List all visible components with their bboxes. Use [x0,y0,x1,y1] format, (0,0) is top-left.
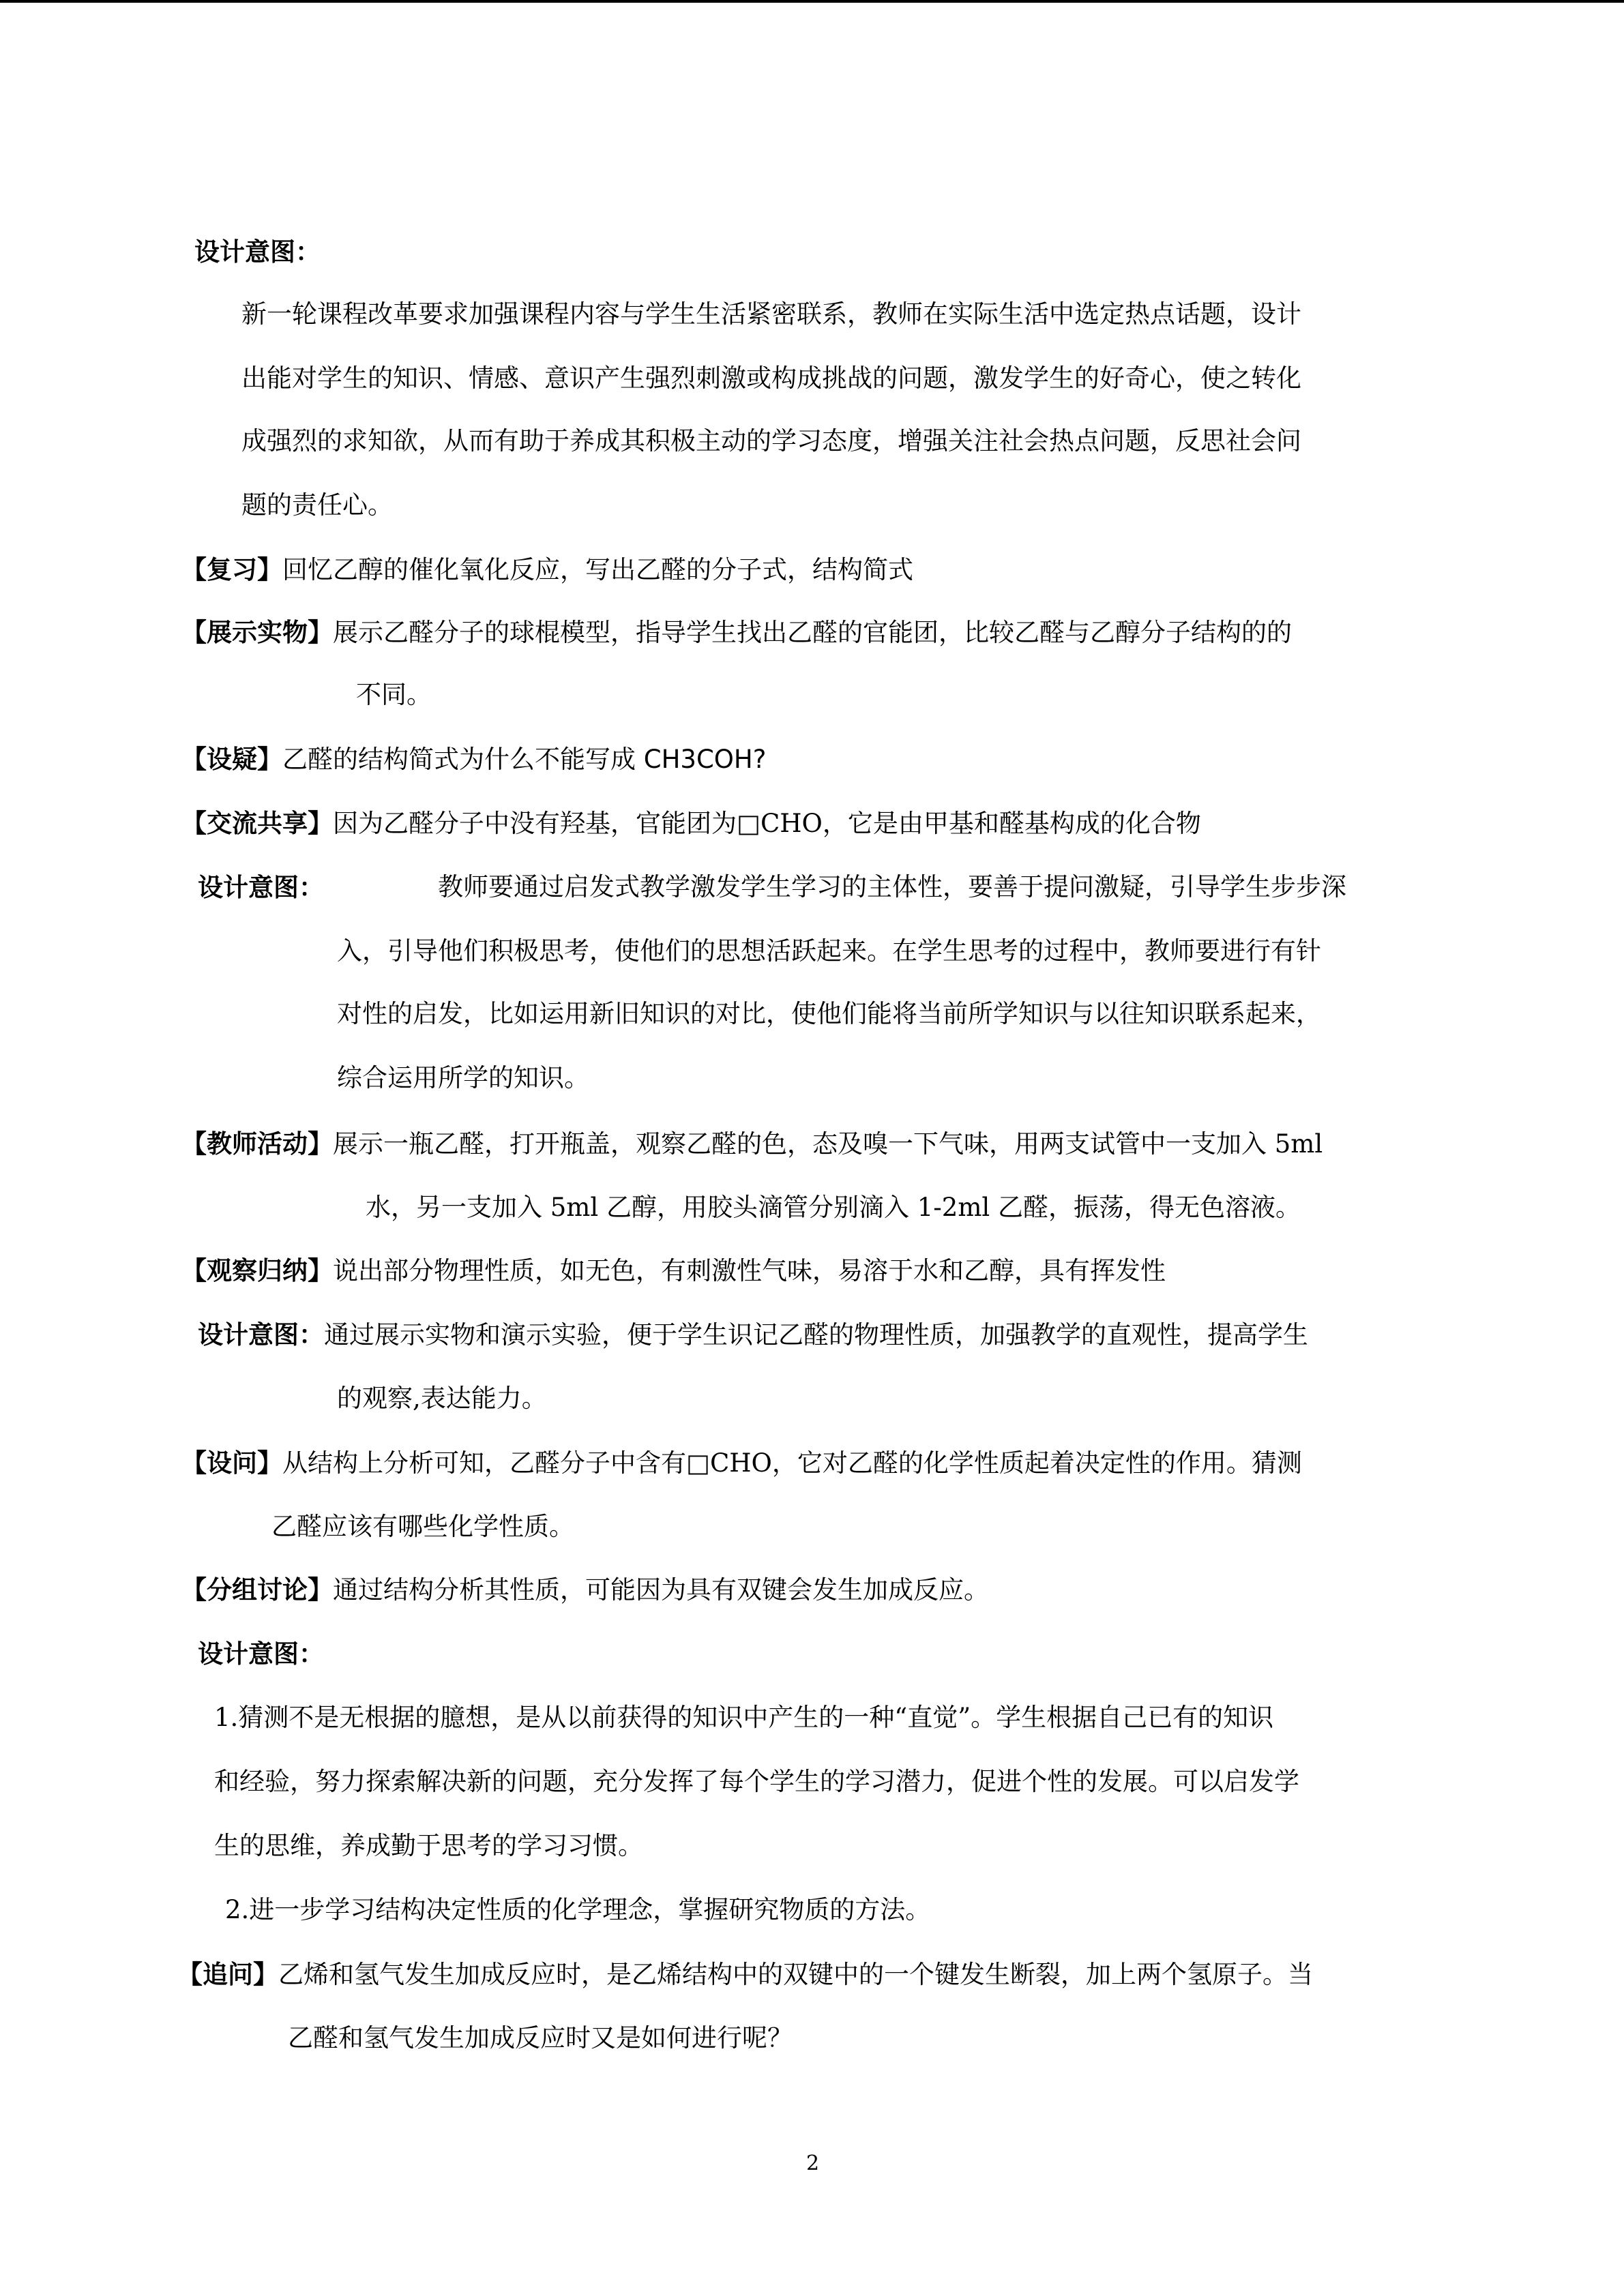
show-object-tag: 【展示实物】 [181,617,333,647]
group-discussion-tag: 【分组讨论】 [181,1575,333,1605]
design-intent-line: 出能对学生的知识、情感、意识产生强烈刺激或构成挑战的问题，激发学生的好奇心，使之转化 [241,363,1301,393]
question-set-paragraph [181,742,766,777]
design-intent-line: 教师要通过启发式教学激发学生学习的主体性，要善于提问激疑，引导学生步步深 [438,872,1346,901]
design-intent-item: 2.进一步学习结构决定性质的化学理念，掌握研究物质的方法。 [225,1895,931,1924]
design-intent-heading: 设计意图： [198,1639,324,1669]
question-set-tag: 【设疑】 [181,744,282,774]
follow-up-paragraph [177,1957,1313,1992]
design-intent-line: 成强烈的求知欲，从而有助于养成其积极主动的学习态度，增强关注社会热点问题，反思社会问 [241,426,1301,456]
design-intent-line: 入，引导他们积极思考，使他们的思想活跃起来。在学生思考的过程中，教师要进行有针 [337,936,1321,966]
question-set-text: 乙醛的结构简式为什么不能写成 [282,745,644,774]
follow-up-tag: 【追问】 [177,1959,278,1989]
teacher-activity-tag: 【教师活动】 [181,1129,333,1159]
show-object-paragraph [181,615,1292,650]
group-discussion-text: 通过结构分析其性质，可能因为具有双键会发生加成反应。 [333,1575,989,1605]
design-intent-line: 对性的启发，比如运用新旧知识的对比，使他们能将当前所学知识与以往知识联系起来， [337,999,1321,1028]
exchange-tag: 【交流共享】 [181,808,333,838]
design-intent-item: 和经验，努力探索解决新的问题，充分发挥了每个学生的学习潜力，促进个性的发展。可以启发学 [214,1767,1299,1796]
teacher-activity-paragraph [181,1127,1323,1161]
design-intent-text: 通过展示实物和演示实验，便于学生识记乙醛的物理性质，加强教学的直观性，提高学生 [324,1320,1308,1350]
design-intent-paragraph [198,1317,1308,1352]
observe-summary-tag: 【观察归纳】 [181,1255,333,1285]
exchange-text: 因为乙醛分子中没有羟基，官能团为□CHO，它是由甲基和醛基构成的化合物 [333,809,1201,838]
design-intent-item: 生的思维，养成勤于思考的学习习惯。 [214,1831,643,1860]
top-border-line [0,0,1624,3]
design-intent-line: 综合运用所学的知识。 [337,1063,589,1092]
question-ask-paragraph [181,1446,1302,1480]
design-intent-line: 新一轮课程改革要求加强课程内容与学生生活紧密联系，教师在实际生活中选定热点话题，设计 [241,299,1301,329]
design-intent-heading: 设计意图： [198,872,324,902]
question-set-formula: CH3COH? [643,745,767,774]
teacher-activity-continuation: 水，另一支加入 5ml 乙醇，用胶头滴管分别滴入 1-2ml 乙醛，振荡，得无色溶液。 [366,1193,1301,1222]
design-intent-heading: 设计意图： [194,237,321,267]
question-ask-continuation: 乙醛应该有哪些化学性质。 [271,1512,574,1541]
observe-summary-paragraph [181,1253,1166,1288]
show-object-text: 展示乙醛分子的球棍模型，指导学生找出乙醛的官能团，比较乙醛与乙醇分子结构的的 [333,618,1292,647]
group-discussion-paragraph [181,1572,989,1607]
design-intent-line: 题的责任心。 [241,490,393,520]
review-tag: 【复习】 [181,554,282,584]
show-object-continuation: 不同。 [356,680,432,709]
observe-summary-text: 说出部分物理性质，如无色，有刺激性气味，易溶于水和乙醇，具有挥发性 [333,1256,1166,1285]
question-ask-tag: 【设问】 [181,1448,282,1478]
teacher-activity-text: 展示一瓶乙醛，打开瓶盖，观察乙醛的色，态及嗅一下气味，用两支试管中一支加入 5ml [333,1129,1323,1159]
question-ask-text: 从结构上分析可知，乙醛分子中含有□CHO，它对乙醛的化学性质起着决定性的作用。猜测 [282,1448,1302,1478]
follow-up-continuation: 乙醛和氢气发生加成反应时又是如何进行呢？ [288,2023,793,2053]
page-number: 2 [806,2151,820,2175]
design-intent-heading: 设计意图： [198,1320,324,1350]
follow-up-text: 乙烯和氢气发生加成反应时，是乙烯结构中的双键中的一个键发生断裂，加上两个氢原子。当 [278,1960,1313,1989]
design-intent-item: 1.猜测不是无根据的臆想，是从以前获得的知识中产生的一种“直觉”。学生根据自己已有的知识 [214,1703,1274,1732]
exchange-paragraph [181,806,1201,841]
design-intent-continuation: 的观察,表达能力。 [337,1384,547,1413]
review-text: 回忆乙醇的催化氧化反应，写出乙醛的分子式，结构简式 [282,555,913,584]
review-paragraph [181,552,913,587]
